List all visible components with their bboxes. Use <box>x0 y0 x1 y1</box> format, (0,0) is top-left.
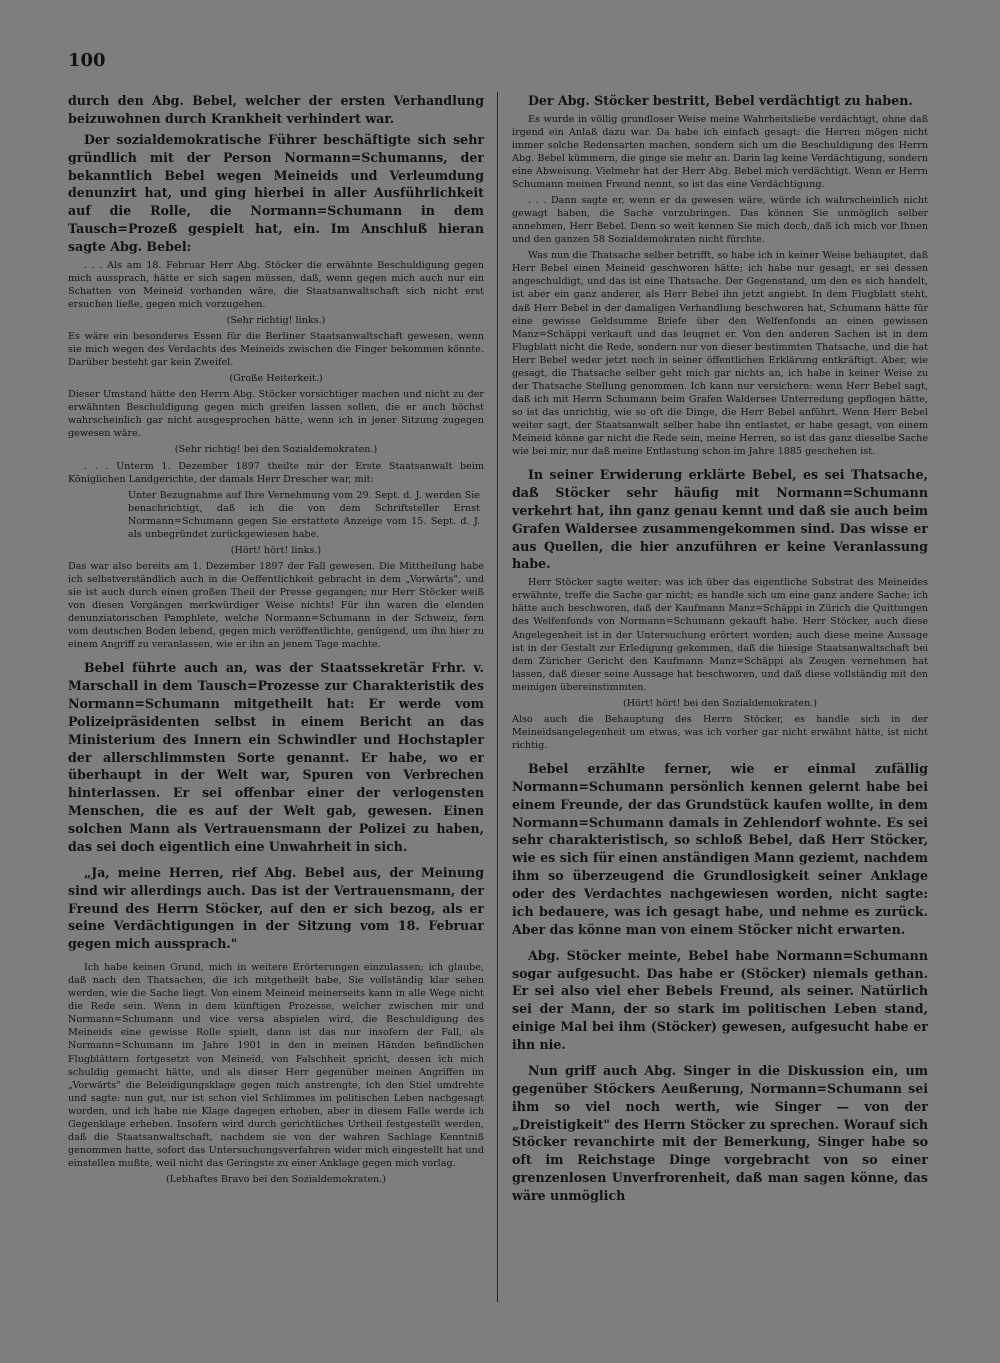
speech-quote-paragraph: Es wurde in völlig grundloser Weise meine Wahrheitsliebe verdächtigt, ohne daß irgend ein Anlaß dazu war. Da habe ich einfach gesagt: die Herren mögen nicht immer solche Redensarten machen, sondern sich um die Beschuldigung des Herrn Abg. Bebel kümmern, die ginge sie mehr an. Darin lag keine Verdächtigung, sondern eine Abweisung. Vielmehr hat der Herr Abg. Bebel mich verdächtigt. Wenn er Herrn Schumann meinen Freund nennt, so ist das eine Verdächtigung. <box>512 113 928 191</box>
speech-quote-paragraph: . . . Dann sagte er, wenn er da gewesen wäre, würde ich wahrscheinlich nicht gewagt haben, die Sache vorzubringen. Das können Sie unmöglich selber annehmen, Herr Bebel. Denn so weit kennen Sie mich doch, daß ich mich vor Ihnen und den ganzen 58 Sozialdemokraten nicht fürchte. <box>512 195 928 246</box>
speech-quote-paragraph: . . . Als am 18. Februar Herr Abg. Stöcker die erwähnte Beschuldigung gegen mich aussprach, hätte er sich sagen müssen, daß, wenn gegen mich auch nur ein Schatten von Meineid vorhanden wäre, die Staatsanwaltschaft sich nicht erst ersuchen ließe, gegen mich vorzugehen. <box>68 259 484 311</box>
speech-quote-paragraph: Also auch die Behauptung des Herrn Stöcker, es handle sich in der Meineidsangelegenheit um etwas, was ich vorher gar nicht erwähnt hätte, ist nicht richtig. <box>512 713 928 751</box>
stage-direction: (Hört! hört! links.) <box>230 544 322 556</box>
report-paragraph: Nun griff auch Abg. Singer in die Diskussion ein, um gegenüber Stöckers Aeußerung, Normann=Schumann sei ihm so viel noch werth, wie Singer — von der „Dreistigkeit" des Herrn Stöcker zu sprechen. Worauf sich Stöcker revanchirte mit der Bemerkung, Singer habe so oft im Reichstage Dinge vorgebracht von so einer grenzenlosen Unverfrorenheit, daß man sagen könne, das wäre unmöglich <box>512 1062 928 1204</box>
stage-direction: (Hört! hört! bei den Sozialdemokraten.) <box>622 697 818 709</box>
report-paragraph: Abg. Stöcker meinte, Bebel habe Normann=Schumann sogar aufgesucht. Das habe er (Stöcker) niemals gethan. Er sei also viel eher Bebels Freund, als seiner. Natürlich sei der Mann, der so stark im politischen Leben stand, einige Mal bei ihm (Stöcker) gewesen, aufgesucht habe er ihn nie. <box>512 947 928 1053</box>
report-paragraph: Bebel erzählte ferner, wie er einmal zufällig Normann=Schumann persönlich kennen gelernt habe bei einem Freunde, der das Grundstück kaufen wollte, in dem Normann=Schumann damals in Zehlendorf wohnte. Es sei sehr charakteristisch, so schloß Bebel, daß Herr Stöcker, wie es sich für einen anständigen Mann geziemt, nachdem ihm so überzeugend die Grundlosigkeit seiner Anklage oder des Verdachtes nachgewiesen worden, nicht sagte: ich bedauere, was ich gesagt habe, und nehme es zurück. Aber das könne man von einem Stöcker nicht erwarten. <box>512 760 928 937</box>
left-column <box>68 92 484 1322</box>
report-paragraph: Der sozialdemokratische Führer beschäftigte sich sehr gründlich mit der Person Normann=Schumanns, der bekanntlich Bebel wegen Meineids und Verleumdung denunzirt hat, und ging hierbei in aller Ausführlichkeit auf die Rolle, die Normann=Schumann in dem Tausch=Prozeß gespielt hat, ein. Im Anschluß hieran sagte Abg. Bebel: <box>68 131 484 254</box>
report-paragraph: Der Abg. Stöcker bestritt, Bebel verdächtigt zu haben. <box>528 93 913 108</box>
report-paragraph: Bebel führte auch an, was der Staatssekretär Frhr. v. Marschall in dem Tausch=Prozesse zur Charakteristik des Normann=Schumann mitgetheilt hat: Er werde vom Polizeipräsidenten selbst in einem Bericht an das Ministerium des Innern ein Schwindler und Hochstapler der allerschlimmsten Sorte genannt. Er habe, wo er überhaupt in der Welt war, Spuren von Verbrechen hinterlassen. Er sei offenbar einer der verlogensten Menschen, die es auf der Welt gab, gewesen. Einen solchen Mann als Vertrauensmann der Polizei zu haben, das sei doch eigentlich eine Unwahrheit in sich. <box>68 660 484 854</box>
speech-quote-paragraph: . . . Unterm 1. Dezember 1897 theilte mir der Erste Staatsanwalt beim Königlichen Landgerichte, der damals Herr Drescher war, mit: <box>68 460 484 485</box>
stage-direction: (Große Heiterkeit.) <box>229 373 323 385</box>
speech-quote-paragraph: Das war also bereits am 1. Dezember 1897 der Fall gewesen. Die Mittheilung habe ich selbstverständlich auch in die Oeffentlichkeit gebracht in dem „Vorwärts", und sie ist auch durch einen großen Theil der Presse gegangen; nur Herr Stöcker weiß von diesen Vorgängen merkwürdiger Weise nichts! Für ihn waren die elenden denunziatorischen Pamphlete, welche Normann=Schumann in der Schweiz, fern vom deutschen Boden lebend, gegen mich veröffentlichte, genügend, um ihn hier zu einem Angriff zu veranlassen, wie er ihn an jenem Tage machte. <box>68 560 484 651</box>
speech-quote-paragraph: Herr Stöcker sagte weiter: was ich über das eigentliche Substrat des Meineides erwähnte, treffe die Sache gar nicht; es handle sich um eine ganz andere Sache; ich hätte auch beschworen, daß der Kaufmann Manz=Schäppi in Zürich die Quittungen des Welfenfonds von Normann=Schumann gekauft habe. Herr Stöcker, auch diese Angelegenheit ist in der Untersuchung erörtert worden; auch diese meine Aussage ist in der Gestalt zur Erledigung gekommen, daß die hiesige Staatsanwaltschaft bei dem Züricher Gericht den Kaufmann Manz=Schäppi als Zeugen vernehmen hat lassen, daß dieser seine Aussage hat beschworen, und daß diese vollständig mit den meinigen übereinstimmten. <box>512 577 928 693</box>
speech-quote-paragraph: Dieser Umstand hätte den Herrn Abg. Stöcker vorsichtiger machen und nicht zu der erwähnten Beschuldigung gegen mich greifen lassen sollen, die er auch höchst wahrscheinlich gar nicht ausgesprochen hätte, wenn ich in jener Sitzung zugegen gewesen wäre. <box>68 389 484 440</box>
stage-direction: (Sehr richtig! links.) <box>226 315 326 327</box>
right-column <box>512 92 928 1322</box>
stage-direction: (Lebhaftes Bravo bei den Sozialdemokraten.) <box>165 1173 387 1185</box>
report-paragraph: „Ja, meine Herren, rief Abg. Bebel aus, der Meinung sind wir allerdings auch. Das ist der Vertrauensmann, der Freund des Herrn Stöcker, auf den er sich bezog, als er seine Verdächtigungen in der Sitzung vom 18. Februar gegen mich aussprach." <box>68 864 484 952</box>
report-paragraph: In seiner Erwiderung erklärte Bebel, es sei Thatsache, daß Stöcker sehr häufig mit Normann=Schumann verkehrt hat, ihn ganz genau kennt und daß sie auch beim Grafen Waldersee zusammengekommen sind. Das wisse er aus Quellen, die hier anzuführen er keine Veranlassung habe. <box>512 467 928 572</box>
speech-quote-paragraph: Was nun die Thatsache selber betrifft, so habe ich in keiner Weise behauptet, daß Herr Bebel einen Meineid geschworen hätte; ich habe nur gesagt, er sei dessen angeschuldigt, und das ist eine Thatsache. Der Gegenstand, um den es sich handelt, ist aber ein ganz anderer, als Herr Bebel ihn jetzt angiebt. In dem Flugblatt steht, daß Herr Bebel in der damaligen Verhandlung beschworen hat, Schumann hätte für eine gewisse Geldsumme Briefe über den Welfenfonds an einen gewissen Manz=Schäppi verkauft und das leugnet er. Von den anderen Sachen ist in dem Flugblatt nicht die Rede, sondern nur von dieser bestimmten Thatsache, und die hat Herr Bebel weder jetzt noch in seiner öffentlichen Erklärung entkräftigt. Aber, wie gesagt, die Thatsache selber geht mich gar nichts an, ich habe in keiner Weise zu der Thatsache Stellung genommen. Ich kann nur versichern: wenn Herr Bebel sagt, daß ich mit Herrn Schumann beim Grafen Waldersee Unterredung gepflogen hätte, so ist das unrichtig, wie so oft die Dinge, die Herr Bebel anführt. Wenn Herr Bebel weiter sagt, der Staatsanwalt selber habe ihn entlastet, er habe gesagt, von einem Meineid könne gar nicht die Rede sein, meine Herren, so ist das ganz dieselbe Sache wie bei mir, nur daß meine Entlastung schon im Jahre 1885 geschehen ist. <box>512 250 928 458</box>
stage-direction: (Sehr richtig! bei den Sozialdemokraten.) <box>174 444 378 456</box>
page-number: 100 <box>68 50 106 71</box>
speech-quote-paragraph: Es wäre ein besonderes Essen für die Berliner Staatsanwaltschaft gewesen, wenn sie mich wegen des Verdachts des Meineids zwischen die Finger bekommen könnte. Darüber besteht gar kein Zweifel. <box>68 331 484 369</box>
column-divider <box>497 92 498 1302</box>
report-paragraph: durch den Abg. Bebel, welcher der ersten Verhandlung beizuwohnen durch Krankheit verhindert war. <box>68 93 484 126</box>
speech-quote-paragraph: Ich habe keinen Grund, mich in weitere Erörterungen einzulassen; ich glaube, daß nach den Thatsachen, die ich mitgetheilt habe, Sie vollständig klar sehen werden, wie die Sache liegt. Von einem Meineid meinerseits kann in alle Wege nicht die Rede sein. Wenn in dem künftigen Prozesse, welcher zwischen mir und Normann=Schumann und vice versa abspielen wird, die Beschuldigung des Meineids eine gewisse Rolle spielt, dann ist das nur insofern der Fall, als Normann=Schumann im Jahre 1901 in den in meinen Händen befindlichen Flugblättern fortgesetzt von Meineid, von Falschheit spricht, dessen ich mich schuldig gemacht hätte, und als dieser Herr gegenüber meinen Angriffen im „Vorwärts" die Beleidigungsklage gegen mich anstrengte, ich den Stiel umdrehte und sagte: nun gut, nur ist schon viel Schlimmes im politischen Leben nachgesagt worden, und ich habe nie Klage dagegen erhoben, aber in diesem Falle werde ich Gegenklage erheben. Insofern wird durch gerichtliches Urtheil festgestellt werden, daß die Staatsanwaltschaft, nachdem sie von der wahren Sachlage Kenntniß genommen hatte, sofort das Untersuchungsverfahren wider mich eingestellt hat und einstellen mußte, weil nicht das Geringste zu einer Anklage gegen mich vorlag. <box>68 962 484 1169</box>
speech-quote-paragraph: Unter Bezugnahme auf Ihre Vernehmung vom 29. Sept. d. J. werden Sie benachrichtigt, daß ich die von dem Schriftsteller Ernst Normann=Schumann gegen Sie erstattete Anzeige vom 15. Sept. d. J. als unbegründet zurückgewiesen habe. <box>128 489 480 540</box>
